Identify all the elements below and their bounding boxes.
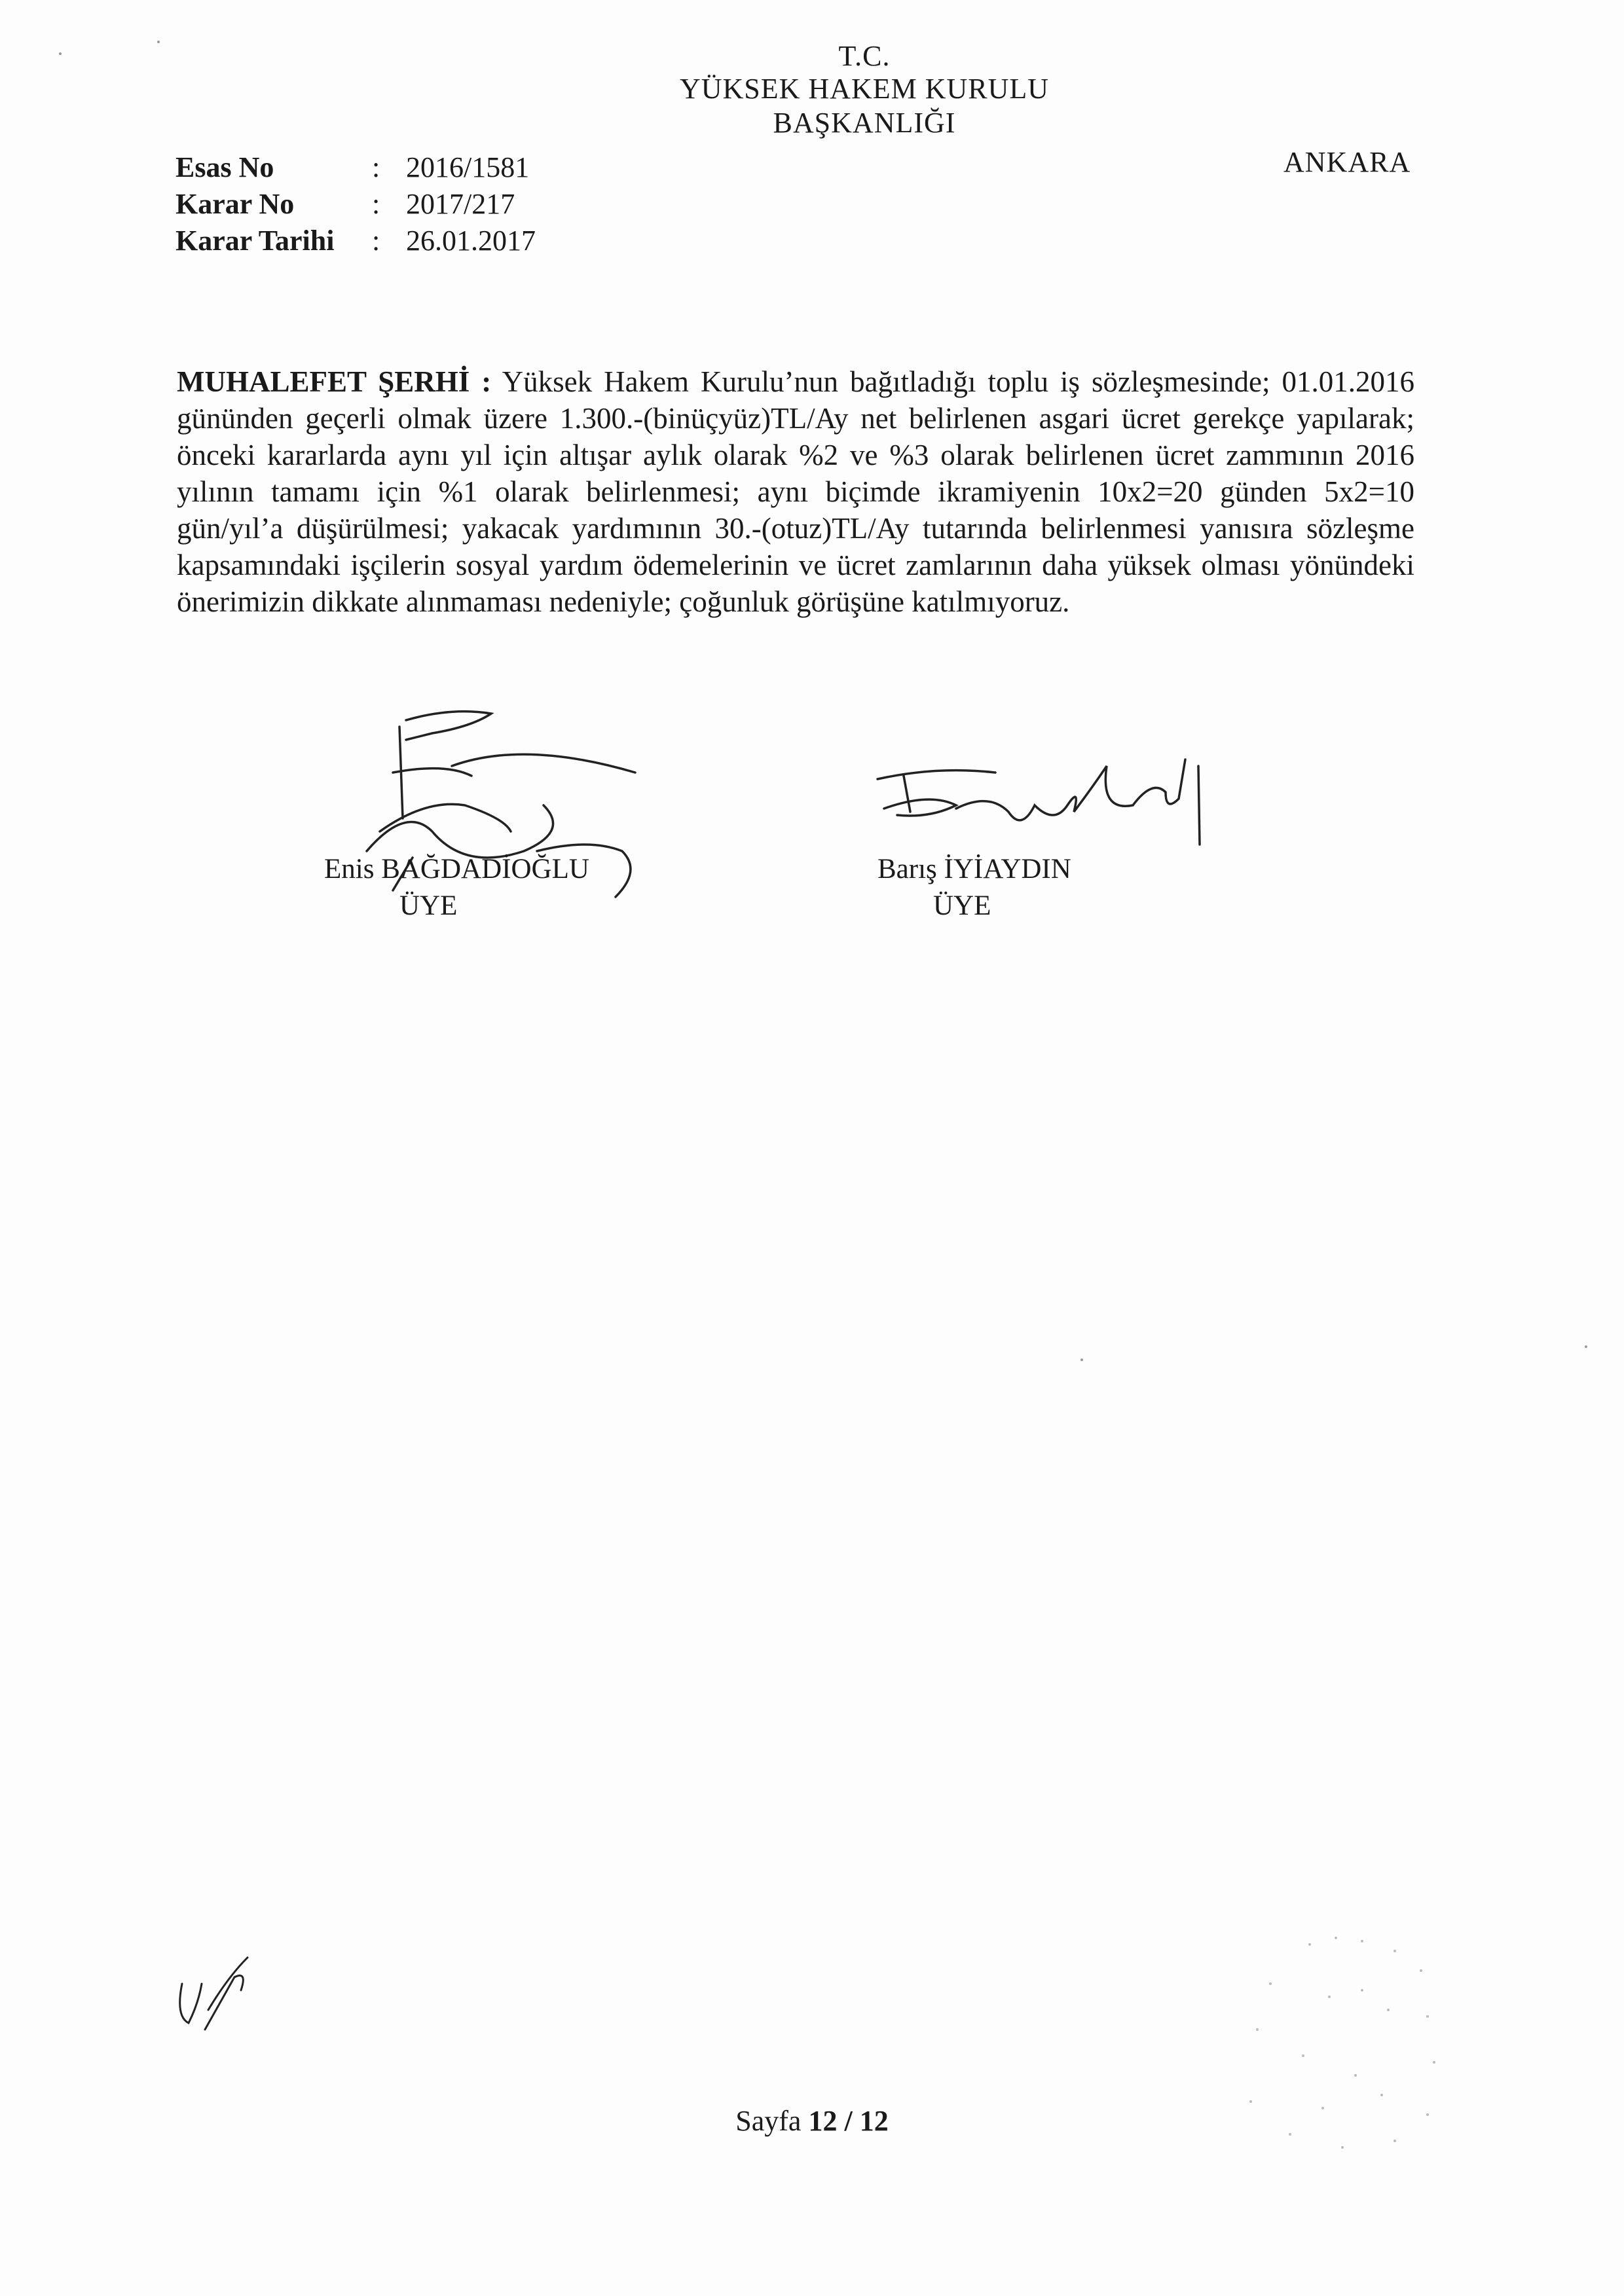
header-city: ANKARA — [1283, 146, 1411, 178]
faint-stamp-icon — [1231, 1925, 1506, 2200]
signatory-right — [877, 851, 1071, 924]
signatory-name: Barış İYİAYDIN — [877, 854, 1071, 884]
meta-row-tarih — [175, 223, 536, 259]
dissent-body: Yüksek Hakem Kurulu’nun bağıtladığı toplu iş sözleşmesinde; 01.01.2016 gününden geçerli olmak üzere 1.300.-(binüçyüz)TL/Ay net belirlenen asgari ücret gerekçe yapılarak; önceki kararlarda aynı yıl için altışar aylık olarak %2 ve %3 olarak belirlenen ücret zammının 2016 yılının tamamı için %1 olarak belirlenmesi; aynı biçimde ikramiyenin 10x2=20 günden 5x2=10 gün/yıl’a düşürülmesi; yakacak yardımının 30.-(otuz)TL/Ay tutarında belirlenmesi yanısıra sözleşme kapsamındaki işçilerin sosyal yardım ödemelerinin ve ücret zamlarının daha yüksek olması yönündeki önerimizin dikkate alınmaması nedeniyle; çoğunluk görüşüne katılmıyoruz. — [177, 365, 1414, 618]
header-court: YÜKSEK HAKEM KURULU — [679, 73, 1050, 105]
meta-label: Esas No — [175, 151, 274, 183]
page-count: 12 / 12 — [808, 2105, 889, 2137]
meta-label: Karar No — [175, 188, 295, 220]
page-word: Sayfa — [735, 2105, 802, 2137]
initials-icon — [169, 1944, 261, 2043]
meta-colon: : — [372, 188, 380, 220]
meta-value: 26.01.2017 — [406, 225, 536, 257]
meta-value: 2017/217 — [406, 188, 515, 220]
meta-value: 2016/1581 — [406, 151, 530, 183]
signatory-name: Enis BAĞDADİOĞLU — [324, 854, 589, 884]
signatory-role: ÜYE — [933, 890, 991, 921]
dissent-paragraph — [177, 363, 1414, 620]
header-department: BAŞKANLIĞI — [773, 107, 956, 139]
meta-row-karar — [175, 186, 536, 223]
scan-speck — [59, 52, 62, 55]
meta-colon: : — [372, 151, 380, 183]
signatory-left — [324, 851, 589, 924]
meta-row-esas — [175, 149, 536, 186]
dissent-heading: MUHALEFET ŞERHİ : — [177, 365, 492, 398]
signatory-role: ÜYE — [399, 890, 458, 921]
page-number — [0, 2104, 1624, 2138]
scan-speck — [157, 41, 160, 43]
meta-label: Karar Tarihi — [175, 225, 335, 257]
header-country: T.C. — [838, 40, 891, 72]
scan-speck — [1080, 1358, 1083, 1361]
meta-colon: : — [372, 225, 380, 257]
scan-speck — [1585, 1345, 1587, 1348]
case-meta — [175, 149, 536, 259]
signature-right-icon — [858, 746, 1225, 858]
